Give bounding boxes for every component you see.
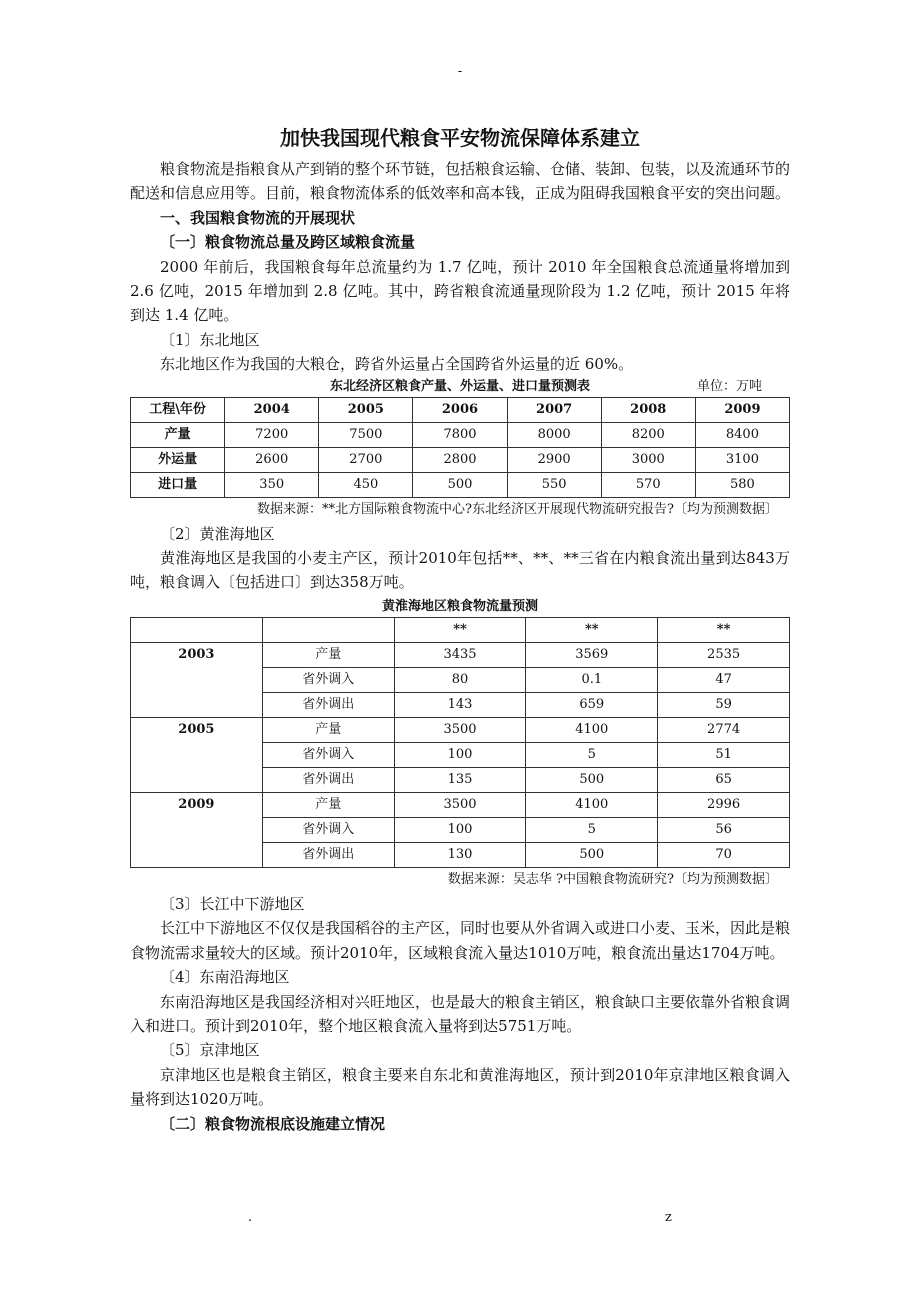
table-cell: 65 [658,767,790,792]
table-cell: 350 [225,472,319,497]
row-label: 省外调出 [262,767,394,792]
region-heading: 〔5〕京津地区 [160,1041,260,1060]
table-row [131,447,790,472]
table-row [131,717,790,742]
table-cell: 47 [658,667,790,692]
table-cell: 2600 [225,447,319,472]
footer-right-mark: z [665,1210,672,1225]
table-cell: 56 [658,817,790,842]
header-cell [262,617,394,642]
table-cell: 143 [394,692,526,717]
table-cell: 500 [526,842,658,867]
table-cell: 2800 [413,447,507,472]
table-cell: 51 [658,742,790,767]
table-cell: 2700 [319,447,413,472]
table-cell: 0.1 [526,667,658,692]
row-label: 产量 [262,642,394,667]
header-cell: 2005 [319,397,413,422]
header-cell: 2008 [601,397,695,422]
row-label: 产量 [131,422,225,447]
region-heading: 〔3〕长江中下游地区 [160,894,305,913]
table-row [131,642,790,667]
table-caption [130,377,790,397]
header-cell: ** [394,617,526,642]
table-cell: 3435 [394,642,526,667]
table-cell: 3500 [394,792,526,817]
year-cell: 2003 [131,642,263,717]
subsection-heading: 〔二〕粮食物流根底设施建立情况 [160,1114,386,1133]
table-header-row [131,397,790,422]
row-label: 外运量 [131,447,225,472]
huanghuaihai-table [130,617,790,868]
paragraph: 黄淮海地区是我国的小麦主产区，预计2010年包括**、**、**三省在内粮食流出量到达843万吨，粮食调入〔包括进口〕到达358万吨。 [130,549,790,592]
table-cell: 70 [658,842,790,867]
paragraph: 长江中下游地区不仅仅是我国稻谷的主产区，同时也要从外省调入或进口小麦、玉米，因此是粮食物流需求量较大的区域。预计2010年，区域粮食流入量达1010万吨，粮食流出量达1704万吨。 [130,919,791,962]
table-cell: 7800 [413,422,507,447]
region-heading: 〔4〕东南沿海地区 [160,968,290,987]
year-cell: 2009 [131,792,263,867]
table-cell: 3100 [695,447,789,472]
table-cell: 3569 [526,642,658,667]
header-cell: 2006 [413,397,507,422]
row-label: 产量 [262,792,394,817]
table1-caption: 东北经济区粮食产量、外运量、进口量预测表 [329,378,590,394]
table-cell: 2535 [658,642,790,667]
table-cell: 3000 [601,447,695,472]
table-cell: 130 [394,842,526,867]
table-header-row [131,617,790,642]
table-row [131,472,790,497]
row-label: 省外调出 [262,842,394,867]
table-cell: 59 [658,692,790,717]
document-body [130,157,790,1136]
table1-unit: 单位：万吨 [696,378,762,394]
row-label: 省外调入 [262,667,394,692]
table-cell: 8200 [601,422,695,447]
page-header-mark: - [457,64,463,79]
table-cell: 100 [394,742,526,767]
header-cell [131,617,263,642]
table-cell: 500 [526,767,658,792]
table-cell: 580 [695,472,789,497]
year-cell: 2005 [131,717,263,792]
table-cell: 570 [601,472,695,497]
table-cell: 7500 [319,422,413,447]
table-cell: 2900 [507,447,601,472]
intro-paragraph: 粮食物流是指粮食从产到销的整个环节链，包括粮食运输、仓储、装卸、包装，以及流通环节的配送和信息应用等。目前，粮食物流体系的低效率和高本钱，正成为阻碍我国粮食平安的突出问题。 [130,160,791,203]
table2-caption: 黄淮海地区粮食物流量预测 [381,598,538,614]
header-cell: 2004 [225,397,319,422]
table-cell: 659 [526,692,658,717]
paragraph: 京津地区也是粮食主销区，粮食主要来自东北和黄淮海地区，预计到2010年京津地区粮食调入量将到达1020万吨。 [130,1065,790,1109]
northeast-table [130,397,790,498]
row-label: 省外调出 [262,692,394,717]
table-cell: 4100 [526,717,658,742]
footer-left-mark: . [248,1210,253,1225]
paragraph: 东南沿海地区是我国经济相对兴旺地区，也是最大的粮食主销区，粮食缺口主要依靠外省粮食调入和进口。预计到2010年，整个地区粮食流入量将到达5751万吨。 [130,992,791,1035]
table-cell: 8000 [507,422,601,447]
subsection-heading: 〔一〕粮食物流总量及跨区域粮食流量 [160,233,416,252]
header-cell: 工程\年份 [131,397,225,422]
table-cell: 3500 [394,717,526,742]
header-cell: 2009 [695,397,789,422]
row-label: 产量 [262,717,394,742]
table-cell: 450 [319,472,413,497]
header-cell: ** [526,617,658,642]
header-cell: 2007 [507,397,601,422]
table-row [131,422,790,447]
table-cell: 5 [526,817,658,842]
table-cell: 135 [394,767,526,792]
table-cell: 7200 [225,422,319,447]
table-cell: 4100 [526,792,658,817]
region-heading: 〔1〕东北地区 [160,330,260,349]
row-label: 省外调入 [262,742,394,767]
document-title: 加快我国现代粮食平安物流保障体系建立 [280,126,640,150]
header-cell: ** [658,617,790,642]
section-heading: 一、我国粮食物流的开展现状 [160,208,356,227]
row-label: 进口量 [131,472,225,497]
table-caption [130,597,790,617]
table2-source: 数据来源：吴志华 ?中国粮食物流研究?〔均为预测数据〕 [447,871,778,887]
table-cell: 8400 [695,422,789,447]
table-cell: 500 [413,472,507,497]
region-heading: 〔2〕黄淮海地区 [160,524,275,543]
table1-source: 数据来源：**北方国际粮食物流中心?东北经济区开展现代物流研究报告?〔均为预测数据〕 [257,501,778,517]
paragraph: 东北地区作为我国的大粮仓，跨省外运量占全国跨省外运量的近 60%。 [160,355,634,374]
table-cell: 2774 [658,717,790,742]
table-cell: 80 [394,667,526,692]
table-cell: 550 [507,472,601,497]
table-cell: 100 [394,817,526,842]
row-label: 省外调入 [262,817,394,842]
table-cell: 2996 [658,792,790,817]
table-row [131,792,790,817]
paragraph: 2000 年前后，我国粮食每年总流量约为 1.7 亿吨，预计 2010 年全国粮食总流通量将增加到 2.6 亿吨，2015 年增加到 2.8 亿吨。其中，跨省粮食流通量现阶段为 1.2 亿吨，预计 2015 年将到达 1.4 亿吨。 [130,257,790,325]
table-cell: 5 [526,742,658,767]
